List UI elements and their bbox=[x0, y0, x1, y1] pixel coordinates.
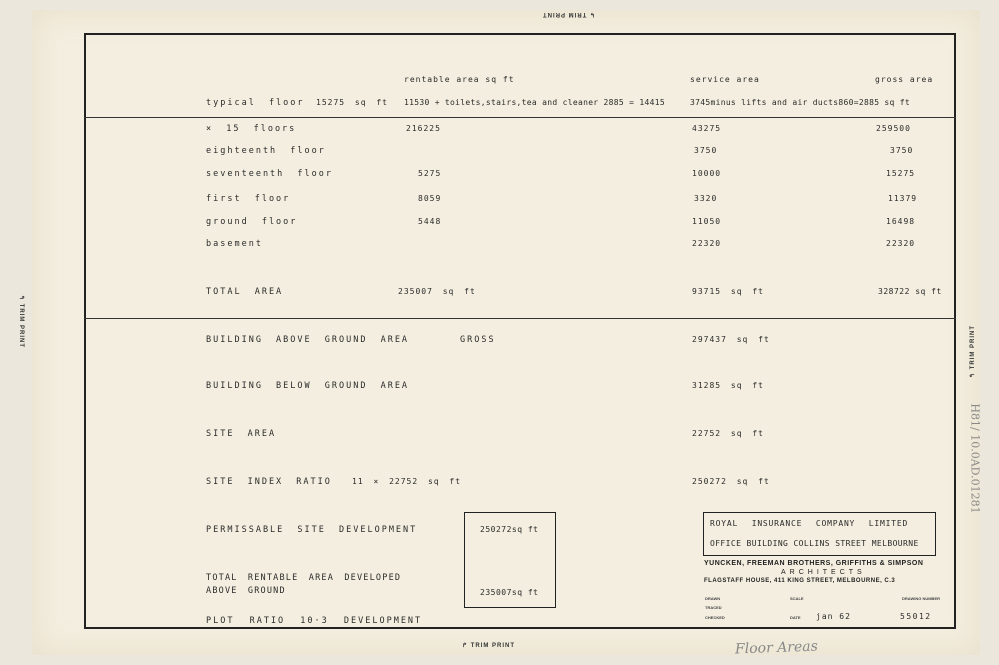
header-service: service area bbox=[690, 75, 760, 84]
row-service: 3320 bbox=[694, 194, 718, 203]
date-value: jan 62 bbox=[816, 612, 851, 621]
row-label: × 15 floors bbox=[206, 124, 297, 134]
typical-floor-service: 3745minus lifts and air ducts860=2885 sq ft bbox=[690, 98, 911, 107]
drawing-number-label: DRAWING NUMBER bbox=[902, 596, 940, 601]
handwritten-side-number: H81/ 10.0AD.01281 bbox=[968, 403, 982, 514]
header-rentable: rentable area sq ft bbox=[404, 75, 515, 84]
site-index-label: SITE INDEX RATIO bbox=[206, 477, 332, 487]
rentable-developed-label-2: ABOVE GROUND bbox=[206, 586, 286, 596]
handwritten-note: Floor Areas bbox=[734, 638, 819, 658]
trim-print-left: ↰ TRIM PRINT bbox=[18, 294, 25, 349]
total-label: TOTAL AREA bbox=[206, 287, 284, 297]
row-gross: 3750 bbox=[890, 146, 914, 155]
row-label: eighteenth floor bbox=[206, 146, 326, 156]
row-gross: 11379 bbox=[888, 194, 918, 203]
trim-print-top: ↳ TRIM PRINT bbox=[542, 11, 596, 17]
architect-role: ARCHITECTS bbox=[781, 569, 866, 576]
rentable-developed-value: 235007sq ft bbox=[480, 588, 539, 597]
row-service: 3750 bbox=[694, 146, 718, 155]
row-label: seventeenth floor bbox=[206, 169, 333, 179]
project-name: OFFICE BUILDING COLLINS STREET MELBOURNE bbox=[710, 539, 919, 548]
row-rentable: 8059 bbox=[418, 194, 442, 203]
header-divider bbox=[84, 117, 956, 118]
drawing-number: 55012 bbox=[900, 612, 932, 621]
trim-print-right: ↰ TRIM PRINT bbox=[970, 324, 977, 379]
site-index-value: 250272 sq ft bbox=[692, 477, 770, 486]
total-service: 93715 sq ft bbox=[692, 287, 764, 296]
below-ground-value: 31285 sq ft bbox=[692, 381, 764, 390]
row-service: 10000 bbox=[692, 169, 722, 178]
typical-floor-label: typical floor bbox=[206, 98, 305, 108]
row-gross: 16498 bbox=[886, 217, 916, 226]
header-gross: gross area bbox=[875, 75, 934, 84]
checked-label: CHECKED bbox=[705, 615, 725, 620]
architect-firm: YUNCKEN, FREEMAN BROTHERS, GRIFFITHS & SIMPSON bbox=[704, 560, 924, 567]
above-ground-value: 297437 sq ft bbox=[692, 335, 770, 344]
below-ground-label: BUILDING BELOW GROUND AREA bbox=[206, 381, 410, 391]
typical-floor-rentable: 11530 + toilets,stairs,tea and cleaner 2885 = 14415 bbox=[404, 98, 665, 107]
row-service: 11050 bbox=[692, 217, 722, 226]
above-ground-note: GROSS bbox=[460, 335, 496, 345]
typical-floor-gross: 15275 sq ft bbox=[316, 98, 388, 107]
row-gross: 259500 bbox=[876, 124, 911, 133]
row-rentable: 216225 bbox=[406, 124, 441, 133]
date-label: DATE bbox=[790, 615, 801, 620]
row-gross: 15275 bbox=[886, 169, 916, 178]
row-label: basement bbox=[206, 239, 263, 249]
architect-address: FLAGSTAFF HOUSE, 411 KING STREET, MELBOURNE, C.3 bbox=[704, 578, 896, 584]
site-index-formula: 11 × 22752 sq ft bbox=[352, 477, 462, 486]
above-ground-label: BUILDING ABOVE GROUND AREA bbox=[206, 335, 410, 345]
traced-label: TRACED bbox=[705, 605, 722, 610]
drawn-label: DRAWN bbox=[705, 596, 721, 601]
site-area-label: SITE AREA bbox=[206, 429, 277, 439]
row-label: first floor bbox=[206, 194, 291, 204]
rentable-developed-label: TOTAL RENTABLE AREA DEVELOPED bbox=[206, 573, 402, 583]
row-service: 22320 bbox=[692, 239, 722, 248]
scale-label: SCALE bbox=[790, 596, 804, 601]
section-divider bbox=[84, 318, 956, 319]
row-rentable: 5448 bbox=[418, 217, 442, 226]
row-gross: 22320 bbox=[886, 239, 916, 248]
total-gross: 328722 sq ft bbox=[878, 287, 942, 296]
trim-print-bottom: ↱ TRIM PRINT bbox=[462, 643, 516, 649]
plot-ratio-label: PLOT RATIO 10·3 DEVELOPMENT bbox=[206, 616, 423, 626]
permissable-label: PERMISSABLE SITE DEVELOPMENT bbox=[206, 525, 418, 535]
site-area-value: 22752 sq ft bbox=[692, 429, 764, 438]
total-rentable: 235007 sq ft bbox=[398, 287, 476, 296]
row-rentable: 5275 bbox=[418, 169, 442, 178]
row-label: ground floor bbox=[206, 217, 298, 227]
row-service: 43275 bbox=[692, 124, 722, 133]
client-name: ROYAL INSURANCE COMPANY LIMITED bbox=[710, 519, 909, 528]
permissable-value: 250272sq ft bbox=[480, 525, 539, 534]
